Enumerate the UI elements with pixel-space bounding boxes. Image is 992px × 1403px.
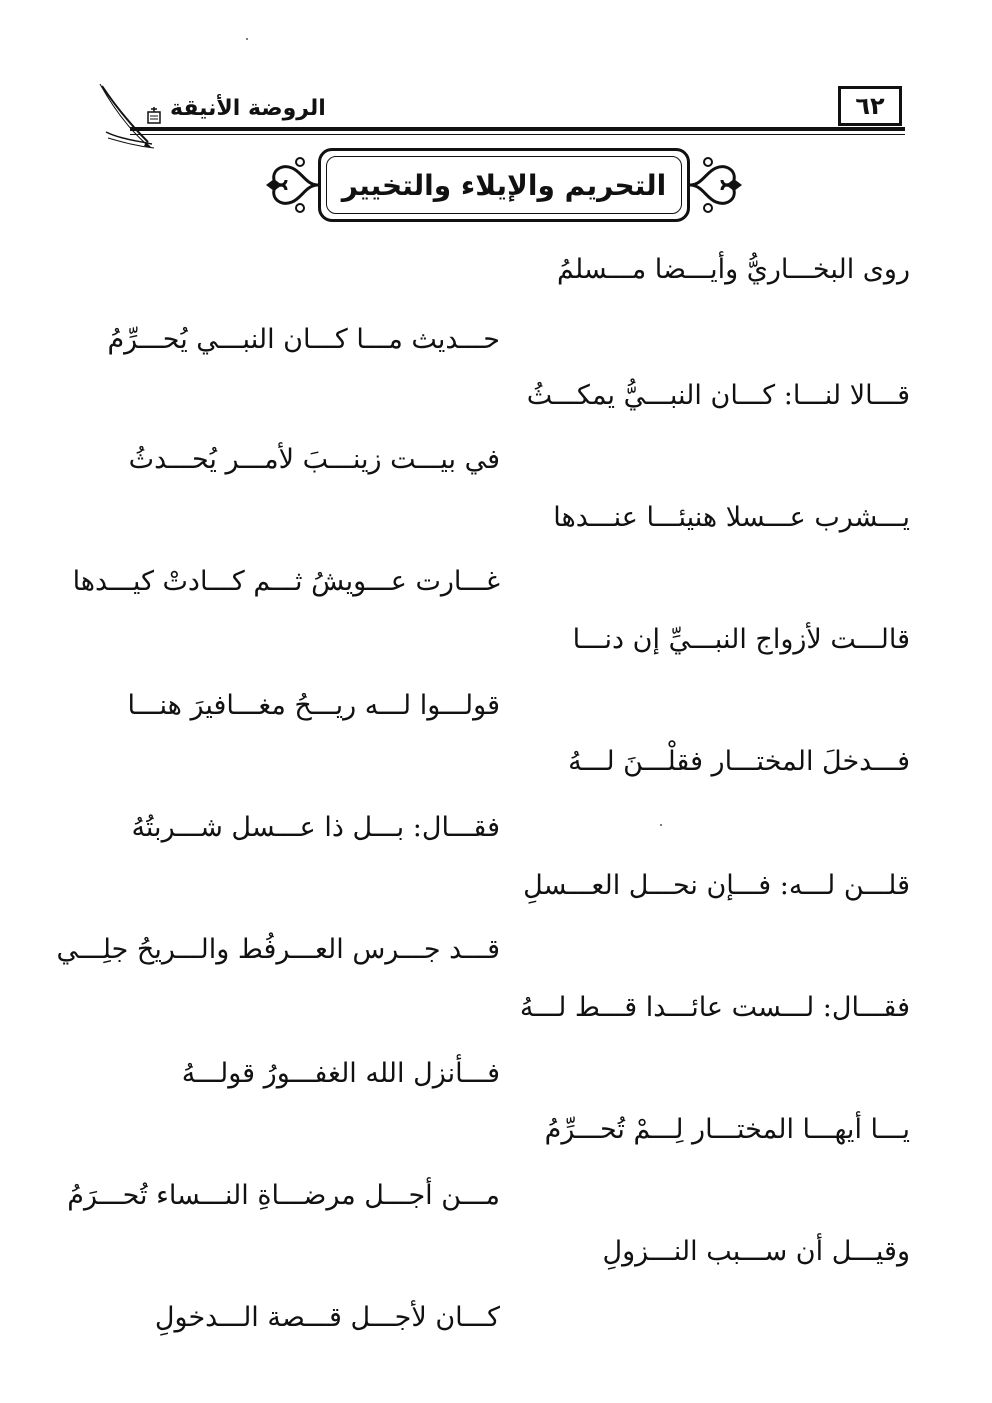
verse-line: قالـــت لأزواج النبـــيِّ إن دنـــا — [572, 624, 910, 655]
verse-line: في بيـــت زينـــبَ لأمـــر يُحـــدثُ — [128, 444, 500, 475]
verse-line: فـــأنزل الله الغفـــورُ قولـــهُ — [181, 1058, 500, 1089]
verse-line: فقـــال: بـــل ذا عـــسل شـــربتُهُ — [131, 812, 500, 843]
scan-speck — [660, 824, 662, 826]
scroll-ornament-right-icon — [686, 150, 746, 220]
quill-pen-icon — [96, 82, 156, 154]
running-title: الروضة الأنيقة — [170, 96, 326, 121]
page-number: ٦٢ — [838, 86, 902, 126]
scan-speck — [246, 38, 248, 40]
header-rule-thin — [130, 134, 905, 135]
verse-line: قـــالا لنـــا: كـــان النبـــيُّ يمكـــثُ — [526, 380, 910, 411]
verse-line: روى البخـــاريُّ وأيـــضا مـــسلمُ — [556, 254, 910, 285]
verse-line: قولـــوا لـــه ريـــحُ مغـــافيرَ هنـــا — [127, 690, 500, 721]
header-rule — [130, 127, 905, 131]
verse-line: يـــا أيهـــا المختـــار لِـــمْ تُحـــرِّمُ — [544, 1114, 910, 1145]
verse-line: مـــن أجـــل مرضـــاةِ النـــساء تُحـــرَمُ — [67, 1180, 500, 1211]
scroll-ornament-left-icon — [262, 150, 322, 220]
verse-line: يـــشرب عـــسلا هنيئـــا عنـــدها — [553, 502, 910, 533]
verse-line: قـــد جـــرس العـــرفُط والـــريحُ جلِـــي — [56, 934, 500, 965]
verse-line: غـــارت عـــويشُ ثـــم كـــادتْ كيـــدها — [72, 566, 500, 597]
verse-line: فـــدخلَ المختـــار فقلْـــنَ لـــهُ — [568, 746, 910, 777]
verse-line: كـــان لأجـــل قـــصة الـــدخولِ — [154, 1302, 500, 1333]
verse-line: وقيـــل أن ســـبب النـــزولِ — [602, 1236, 910, 1267]
verse-line: قلـــن لـــه: فـــإن نحـــل العـــسلِ — [523, 870, 910, 901]
verse-line: حـــديث مـــا كـــان النبـــي يُحـــرِّمُ — [107, 324, 500, 355]
chapter-title: التحريم والإيلاء والتخيير — [341, 168, 667, 202]
verse-line: فقـــال: لـــست عائـــدا قـــط لـــهُ — [519, 992, 910, 1023]
